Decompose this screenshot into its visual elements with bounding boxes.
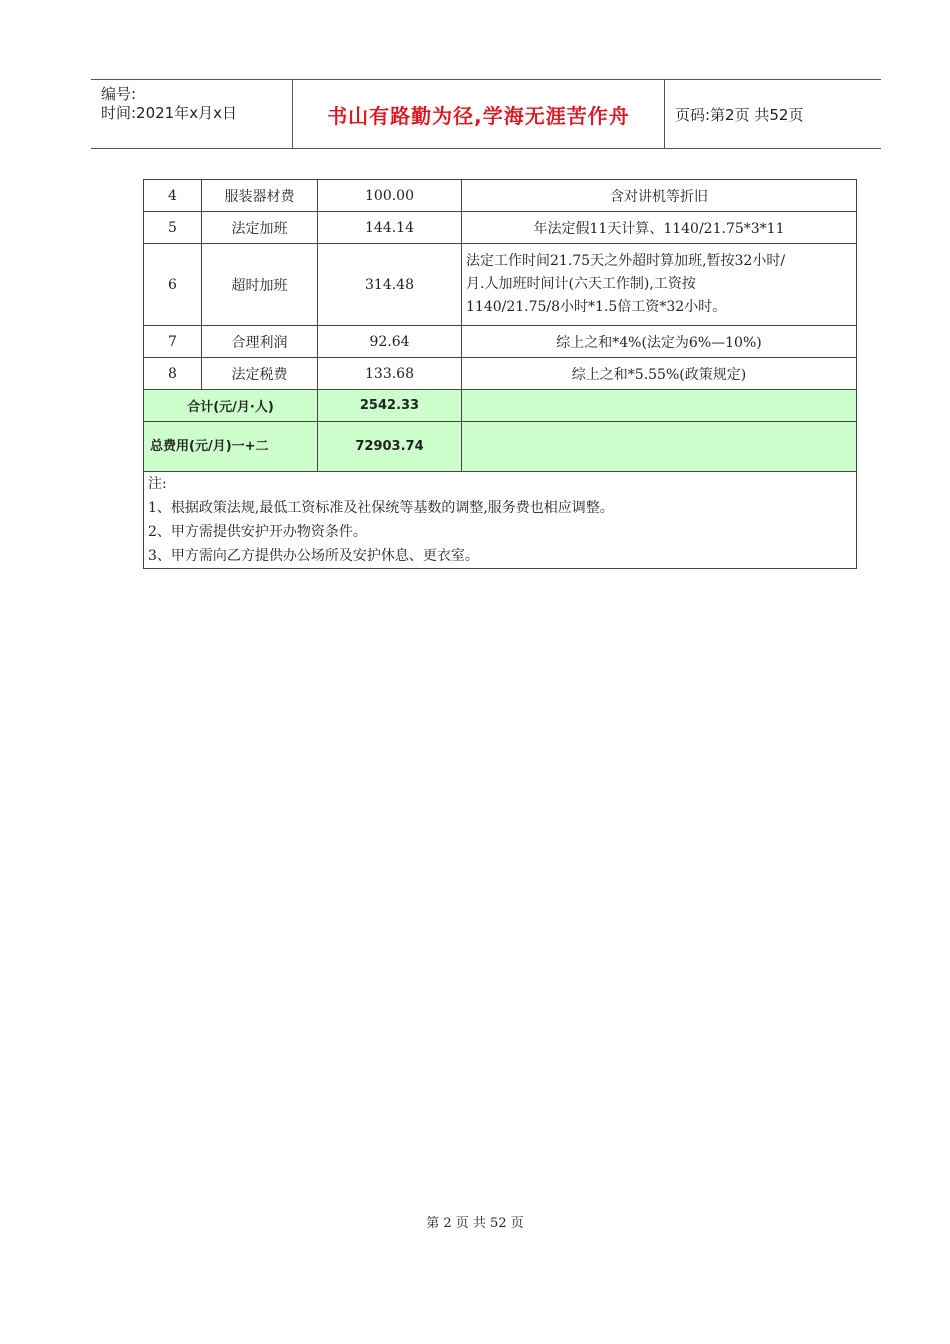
note-line: 月.人加班时间计(六天工作制),工资按 bbox=[466, 276, 696, 292]
row-item: 超时加班 bbox=[202, 244, 318, 326]
notes-item: 1、根据政策法规,最低工资标准及社保统等基数的调整,服务费也相应调整。 bbox=[148, 500, 614, 516]
row-item: 合理利润 bbox=[202, 326, 318, 358]
row-note bbox=[462, 244, 857, 326]
table-row bbox=[144, 180, 857, 212]
notes-item: 3、甲方需向乙方提供办公场所及安护休息、更衣室。 bbox=[148, 548, 479, 564]
row-number: 6 bbox=[144, 244, 202, 326]
total-row bbox=[144, 422, 857, 472]
header-slogan: 书山有路勤为径,学海无涯苦作舟 bbox=[327, 103, 630, 128]
header-meta bbox=[91, 80, 293, 148]
notes-row bbox=[144, 472, 857, 569]
row-amount: 133.68 bbox=[318, 358, 462, 390]
total-note bbox=[462, 422, 857, 472]
table-row bbox=[144, 358, 857, 390]
subtotal-label: 合计(元/月·人) bbox=[144, 390, 318, 422]
row-amount: 92.64 bbox=[318, 326, 462, 358]
header-page-cell bbox=[675, 80, 881, 148]
doc-time-label: 时间:2021年x月x日 bbox=[101, 104, 237, 122]
footer-page-number: 第 2 页 共 52 页 bbox=[426, 1216, 524, 1231]
fee-table bbox=[143, 179, 857, 569]
row-number: 8 bbox=[144, 358, 202, 390]
notes-cell bbox=[144, 472, 857, 569]
row-number: 7 bbox=[144, 326, 202, 358]
subtotal-value: 2542.33 bbox=[318, 390, 462, 422]
row-number: 4 bbox=[144, 180, 202, 212]
subtotal-row bbox=[144, 390, 857, 422]
row-note: 年法定假11天计算、1140/21.75*3*11 bbox=[462, 212, 857, 244]
row-amount: 100.00 bbox=[318, 180, 462, 212]
note-line: 法定工作时间21.75天之外超时算加班,暂按32小时/ bbox=[466, 253, 786, 269]
page-footer bbox=[0, 1212, 950, 1231]
row-note: 综上之和*5.55%(政策规定) bbox=[462, 358, 857, 390]
total-label: 总费用(元/月)一+二 bbox=[144, 422, 318, 472]
doc-number-label: 编号: bbox=[101, 85, 137, 103]
table-row bbox=[144, 326, 857, 358]
header-page-label: 页码:第2页 共52页 bbox=[675, 105, 804, 124]
row-amount: 144.14 bbox=[318, 212, 462, 244]
row-note: 含对讲机等折旧 bbox=[462, 180, 857, 212]
header-slogan-cell bbox=[293, 80, 665, 148]
row-note: 综上之和*4%(法定为6%—10%) bbox=[462, 326, 857, 358]
row-number: 5 bbox=[144, 212, 202, 244]
notes-item: 2、甲方需提供安护开办物资条件。 bbox=[148, 524, 367, 540]
row-amount: 314.48 bbox=[318, 244, 462, 326]
row-item: 法定加班 bbox=[202, 212, 318, 244]
total-value: 72903.74 bbox=[318, 422, 462, 472]
subtotal-note bbox=[462, 390, 857, 422]
page-header bbox=[91, 79, 881, 149]
notes-title: 注: bbox=[148, 476, 167, 492]
table-row bbox=[144, 244, 857, 326]
note-line: 1140/21.75/8小时*1.5倍工资*32小时。 bbox=[466, 299, 727, 315]
row-item: 法定税费 bbox=[202, 358, 318, 390]
row-item: 服装器材费 bbox=[202, 180, 318, 212]
table-row bbox=[144, 212, 857, 244]
